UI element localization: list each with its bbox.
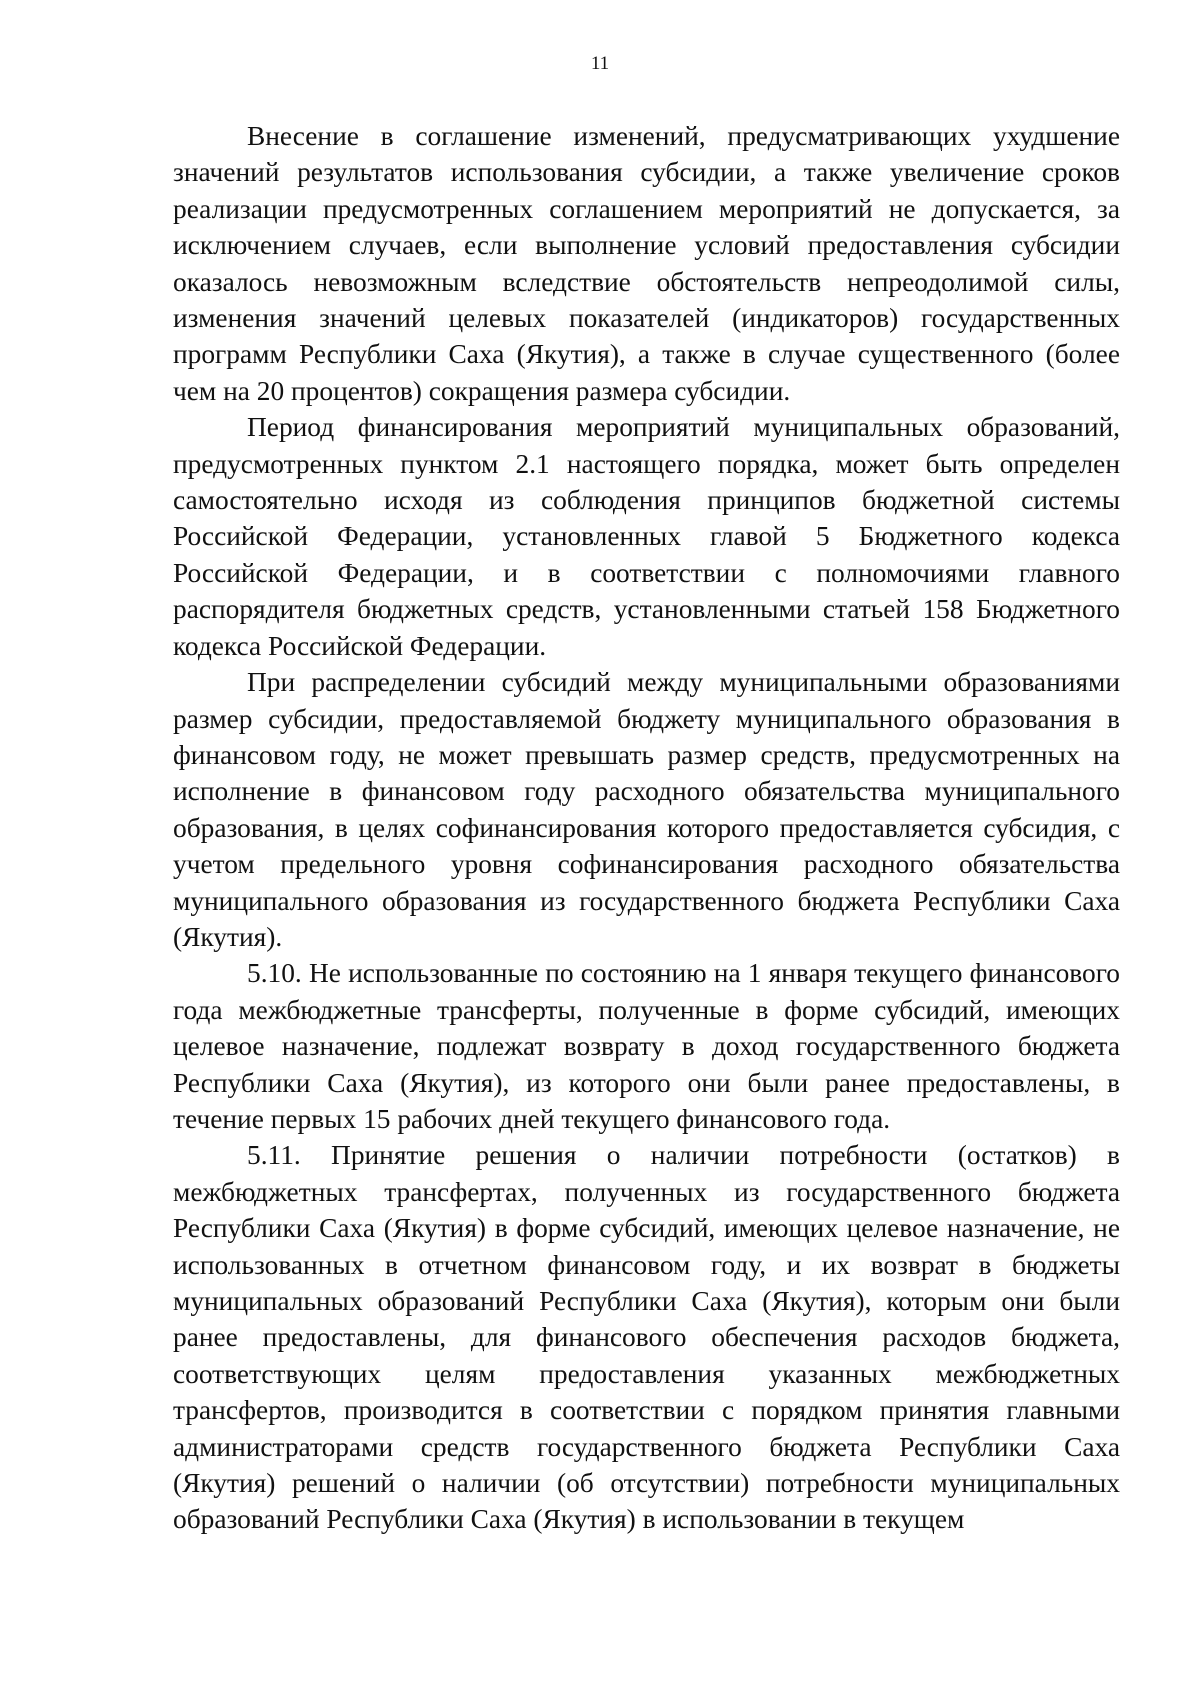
paragraph-financing-period: Период финансирования мероприятий муниципальных образований, предусмотренных пунктом 2.1 настоящего порядка, может быть определен самостоятельно исходя из соблюдения принципов бюджетной системы Российской Федерации, установленных главой 5 Бюджетного кодекса Российской Федерации, и в соответствии с полномочиями главного распорядителя бюджетных средств, установленными статьей 158 Бюджетного кодекса Российской Федерации. bbox=[173, 412, 1120, 661]
paragraph-5-10: 5.10. Не использованные по состоянию на 1 января текущего финансового года межбюджетные трансферты, полученные в форме субсидий, имеющих целевое назначение, подлежат возврату в доход государственного бюджета Республики Саха (Якутия), из которого они были ранее предоставлены, в течение первых 15 рабочих дней текущего финансового года. bbox=[173, 958, 1120, 1134]
page-number: 11 bbox=[590, 53, 610, 74]
document-body bbox=[173, 118, 1120, 1538]
paragraph-agreement-changes: Внесение в соглашение изменений, предусматривающих ухудшение значений результатов использования субсидии, а также увеличение сроков реализации предусмотренных соглашением мероприятий не допускается, за исключением случаев, если выполнение условий предоставления субсидии оказалось невозможным вследствие обстоятельств непреодолимой силы, изменения значений целевых показателей (индикаторов) государственных программ Республики Саха (Якутия), а также в случае существенного (более чем на 20 процентов) сокращения размера субсидии. bbox=[173, 121, 1120, 406]
paragraph-5-11: 5.11. Принятие решения о наличии потребности (остатков) в межбюджетных трансфертах, полученных из государственного бюджета Республики Саха (Якутия) в форме субсидий, имеющих целевое назначение, не использованных в отчетном финансовом году, и их возврат в бюджеты муниципальных образований Республики Саха (Якутия), которым они были ранее предоставлены, для финансового обеспечения расходов бюджета, соответствующих целям предоставления указанных межбюджетных трансфертов, производится в соответствии с порядком принятия главными администраторами средств государственного бюджета Республики Саха (Якутия) решений о наличии (об отсутствии) потребности муниципальных образований Республики Саха (Якутия) в использовании в текущем bbox=[173, 1140, 1120, 1535]
paragraph-subsidy-distribution: При распределении субсидий между муниципальными образованиями размер субсидии, предоставляемой бюджету муниципального образования в финансовом году, не может превышать размер средств, предусмотренных на исполнение в финансовом году расходного обязательства муниципального образования, в целях софинансирования которого предоставляется субсидия, с учетом предельного уровня софинансирования расходного обязательства муниципального образования из государственного бюджета Республики Саха (Якутия). bbox=[173, 667, 1120, 952]
